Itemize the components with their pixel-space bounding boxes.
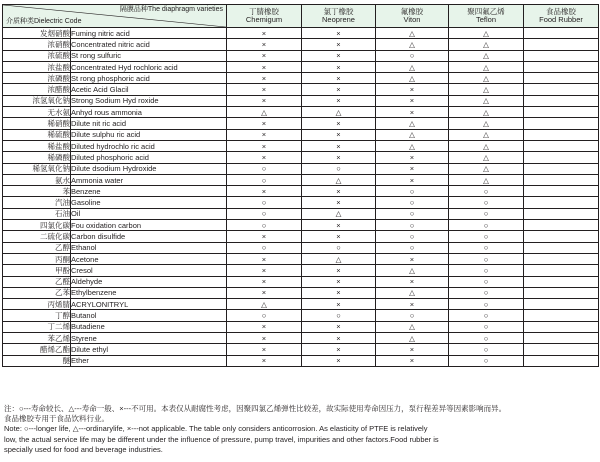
medium-name-en: Styrene bbox=[71, 333, 227, 344]
rating-cell: × bbox=[227, 84, 302, 95]
column-header bbox=[449, 5, 524, 28]
rating-cell bbox=[524, 140, 599, 151]
table-row bbox=[3, 50, 599, 61]
column-cn: 丁腈橡胶 bbox=[249, 7, 279, 16]
rating-cell bbox=[524, 61, 599, 72]
table-row bbox=[3, 39, 599, 50]
rating-cell: × bbox=[302, 61, 376, 72]
medium-name-cn: 浓氢氧化钠 bbox=[3, 95, 71, 106]
rating-cell: × bbox=[227, 50, 302, 61]
medium-name-cn: 浓硫酸 bbox=[3, 50, 71, 61]
rating-cell: × bbox=[376, 355, 449, 366]
medium-name-cn: 醚 bbox=[3, 355, 71, 366]
rating-cell: △ bbox=[449, 107, 524, 118]
rating-cell: ○ bbox=[449, 287, 524, 298]
rating-cell: △ bbox=[449, 163, 524, 174]
medium-name-cn: 稀硫酸 bbox=[3, 129, 71, 140]
table-row bbox=[3, 118, 599, 129]
column-cn: 氟橡胶 bbox=[400, 7, 424, 16]
rating-cell: × bbox=[227, 276, 302, 287]
medium-name-cn: 浓盐酸 bbox=[3, 61, 71, 72]
rating-cell: △ bbox=[449, 73, 524, 84]
rating-cell: × bbox=[302, 299, 376, 310]
medium-name-cn: 乙醛 bbox=[3, 276, 71, 287]
rating-cell: ○ bbox=[227, 197, 302, 208]
rating-cell: ○ bbox=[449, 344, 524, 355]
rating-cell: × bbox=[376, 152, 449, 163]
table-row bbox=[3, 355, 599, 366]
table-row bbox=[3, 333, 599, 344]
rating-cell bbox=[524, 73, 599, 84]
rating-cell: × bbox=[376, 174, 449, 185]
medium-name-en: Dilute sulphu ric acid bbox=[71, 129, 227, 140]
rating-cell: △ bbox=[376, 28, 449, 39]
rating-cell: △ bbox=[449, 39, 524, 50]
medium-name-cn: 发烟硝酸 bbox=[3, 28, 71, 39]
rating-cell: △ bbox=[376, 287, 449, 298]
rating-cell: × bbox=[227, 152, 302, 163]
rating-cell: ○ bbox=[227, 310, 302, 321]
notes bbox=[4, 404, 596, 455]
table-row bbox=[3, 344, 599, 355]
rating-cell bbox=[524, 220, 599, 231]
medium-name-en: Fuming nitric acid bbox=[71, 28, 227, 39]
rating-cell: × bbox=[302, 186, 376, 197]
medium-name-en: ACRYLONITRYL bbox=[71, 299, 227, 310]
rating-cell: × bbox=[227, 253, 302, 264]
rating-cell: × bbox=[302, 287, 376, 298]
column-en: Viton bbox=[403, 15, 421, 24]
rating-cell: △ bbox=[449, 28, 524, 39]
rating-cell: × bbox=[302, 321, 376, 332]
medium-name-en: Butadiene bbox=[71, 321, 227, 332]
rating-cell bbox=[524, 50, 599, 61]
medium-name-en: Concentrated nitric acid bbox=[71, 39, 227, 50]
rating-cell: ○ bbox=[376, 231, 449, 242]
rating-cell: △ bbox=[376, 321, 449, 332]
medium-name-cn: 四氯化碳 bbox=[3, 220, 71, 231]
rating-cell: ○ bbox=[376, 310, 449, 321]
rating-cell: △ bbox=[376, 333, 449, 344]
medium-name-cn: 稀氢氧化钠 bbox=[3, 163, 71, 174]
rating-cell: ○ bbox=[227, 174, 302, 185]
rating-cell bbox=[524, 355, 599, 366]
rating-cell bbox=[524, 208, 599, 219]
rating-cell: × bbox=[302, 333, 376, 344]
rating-cell: ○ bbox=[376, 242, 449, 253]
rating-cell: △ bbox=[227, 107, 302, 118]
rating-cell: ○ bbox=[227, 242, 302, 253]
table-row bbox=[3, 140, 599, 151]
rating-cell: △ bbox=[376, 118, 449, 129]
medium-name-cn: 无水氨 bbox=[3, 107, 71, 118]
medium-name-cn: 醋烯乙酯 bbox=[3, 344, 71, 355]
medium-name-en: St rong phosphoric acid bbox=[71, 73, 227, 84]
corner-header bbox=[3, 5, 227, 28]
table-row bbox=[3, 73, 599, 84]
rating-cell: × bbox=[227, 333, 302, 344]
rating-cell: ○ bbox=[449, 355, 524, 366]
table-row bbox=[3, 95, 599, 106]
medium-name-cn: 浓醋酸 bbox=[3, 84, 71, 95]
rating-cell: × bbox=[302, 152, 376, 163]
rating-cell: × bbox=[227, 61, 302, 72]
rating-cell bbox=[524, 287, 599, 298]
medium-name-cn: 稀硝酸 bbox=[3, 118, 71, 129]
rating-cell: △ bbox=[449, 50, 524, 61]
rating-cell: × bbox=[302, 50, 376, 61]
rating-cell: ○ bbox=[227, 163, 302, 174]
rating-cell: ○ bbox=[449, 253, 524, 264]
table-row bbox=[3, 265, 599, 276]
rating-cell: △ bbox=[449, 84, 524, 95]
note-line: 食品橡胶专用于食品饮料行业。 bbox=[4, 414, 109, 424]
header-row bbox=[3, 5, 599, 28]
column-cn: 氯丁橡胶 bbox=[323, 7, 354, 16]
rating-cell bbox=[524, 95, 599, 106]
rating-cell: × bbox=[302, 276, 376, 287]
medium-name-en: Gasoline bbox=[71, 197, 227, 208]
medium-name-en: Oil bbox=[71, 208, 227, 219]
rating-cell bbox=[524, 107, 599, 118]
medium-name-cn: 二硫化碳 bbox=[3, 231, 71, 242]
medium-name-cn: 乙苯 bbox=[3, 287, 71, 298]
medium-name-cn: 浓硝酸 bbox=[3, 39, 71, 50]
rating-cell: × bbox=[227, 118, 302, 129]
rating-cell: ○ bbox=[376, 208, 449, 219]
rating-cell: △ bbox=[376, 265, 449, 276]
rating-cell: × bbox=[376, 163, 449, 174]
rating-cell: ○ bbox=[449, 197, 524, 208]
medium-name-cn: 氨水 bbox=[3, 174, 71, 185]
medium-name-en: St rong sulfuric bbox=[71, 50, 227, 61]
rating-cell: × bbox=[302, 118, 376, 129]
rating-cell: ○ bbox=[449, 310, 524, 321]
rating-cell bbox=[524, 174, 599, 185]
rating-cell bbox=[524, 231, 599, 242]
rating-cell: × bbox=[227, 140, 302, 151]
rating-cell: × bbox=[227, 355, 302, 366]
medium-name-en: Benzene bbox=[71, 186, 227, 197]
rating-cell: × bbox=[227, 344, 302, 355]
rating-cell: ○ bbox=[449, 265, 524, 276]
rating-cell: ○ bbox=[449, 276, 524, 287]
rating-cell: × bbox=[227, 287, 302, 298]
table-row bbox=[3, 186, 599, 197]
rating-cell: △ bbox=[302, 253, 376, 264]
rating-cell: × bbox=[227, 95, 302, 106]
rating-cell: ○ bbox=[376, 220, 449, 231]
rating-cell: × bbox=[302, 355, 376, 366]
rating-cell bbox=[524, 28, 599, 39]
medium-name-en: Strong Sodium Hyd roxide bbox=[71, 95, 227, 106]
rating-cell: × bbox=[376, 344, 449, 355]
rating-cell: △ bbox=[376, 61, 449, 72]
medium-name-en: Cresol bbox=[71, 265, 227, 276]
table-row bbox=[3, 129, 599, 140]
rating-cell: △ bbox=[227, 299, 302, 310]
rating-cell: ○ bbox=[302, 163, 376, 174]
medium-name-cn: 甲酚 bbox=[3, 265, 71, 276]
rating-cell: △ bbox=[449, 95, 524, 106]
rating-cell: × bbox=[302, 28, 376, 39]
medium-name-cn: 浓磷酸 bbox=[3, 73, 71, 84]
medium-name-cn: 石油 bbox=[3, 208, 71, 219]
rating-cell: △ bbox=[449, 129, 524, 140]
rating-cell bbox=[524, 152, 599, 163]
rating-cell: × bbox=[227, 321, 302, 332]
rating-cell: ○ bbox=[449, 333, 524, 344]
rating-cell: ○ bbox=[449, 186, 524, 197]
medium-name-cn: 稀盐酸 bbox=[3, 140, 71, 151]
table-row bbox=[3, 152, 599, 163]
rating-cell bbox=[524, 299, 599, 310]
rating-cell bbox=[524, 186, 599, 197]
rating-cell: ○ bbox=[449, 220, 524, 231]
rating-cell: × bbox=[227, 231, 302, 242]
rating-cell bbox=[524, 253, 599, 264]
table-body bbox=[3, 28, 599, 367]
rating-cell: × bbox=[302, 73, 376, 84]
rating-cell: × bbox=[227, 73, 302, 84]
rating-cell: × bbox=[376, 299, 449, 310]
column-cn: 食品橡胶 bbox=[546, 7, 576, 16]
note-line: 注：○---寿命较长、△---寿命一般、×---不可用。本表仅从耐腐性考虑，因聚四氯乙烯弹性比较差，故实际使用寿命因压力，泵行程差异等因素影响而异。 bbox=[4, 404, 507, 413]
rating-cell: × bbox=[227, 129, 302, 140]
rating-cell bbox=[524, 276, 599, 287]
rating-cell: × bbox=[227, 265, 302, 276]
note-line: Note: ○---longer life, △---ordinarylife, ×---not applicable. The table only considers anticorrosion. As elasticity of PTFE is relatively bbox=[4, 424, 428, 434]
medium-name-cn: 汽油 bbox=[3, 197, 71, 208]
rating-cell: △ bbox=[449, 152, 524, 163]
rating-cell: △ bbox=[302, 107, 376, 118]
rating-cell: ○ bbox=[227, 220, 302, 231]
rating-cell: △ bbox=[376, 39, 449, 50]
table-row bbox=[3, 197, 599, 208]
rating-cell: × bbox=[227, 28, 302, 39]
rating-cell bbox=[524, 39, 599, 50]
rating-cell: × bbox=[302, 231, 376, 242]
column-en: Teflon bbox=[475, 15, 496, 24]
medium-name-en: Ethylbenzene bbox=[71, 287, 227, 298]
rating-cell: △ bbox=[302, 208, 376, 219]
table-row bbox=[3, 276, 599, 287]
column-header bbox=[302, 5, 376, 28]
rating-cell bbox=[524, 310, 599, 321]
rating-cell: × bbox=[376, 276, 449, 287]
medium-name-cn: 丁醇 bbox=[3, 310, 71, 321]
rating-cell: × bbox=[376, 253, 449, 264]
column-header bbox=[524, 5, 599, 28]
rating-cell: ○ bbox=[376, 186, 449, 197]
column-header bbox=[227, 5, 302, 28]
medium-name-en: Diluted hydrochlo ric acid bbox=[71, 140, 227, 151]
rating-cell: ○ bbox=[449, 321, 524, 332]
rating-cell: × bbox=[302, 95, 376, 106]
medium-name-cn: 丙烯腈 bbox=[3, 299, 71, 310]
rating-cell: △ bbox=[449, 174, 524, 185]
table-row bbox=[3, 84, 599, 95]
table-row bbox=[3, 28, 599, 39]
rating-cell bbox=[524, 118, 599, 129]
rating-cell: △ bbox=[376, 140, 449, 151]
corner-top-label: 隔膜品种The diaphragm varieties bbox=[119, 6, 223, 13]
medium-name-en: Concentrated Hyd rochloric acid bbox=[71, 61, 227, 72]
rating-cell: ○ bbox=[227, 208, 302, 219]
rating-cell: △ bbox=[376, 73, 449, 84]
rating-cell: × bbox=[376, 95, 449, 106]
rating-cell bbox=[524, 344, 599, 355]
medium-name-en: Carbon disulfide bbox=[71, 231, 227, 242]
rating-cell: × bbox=[227, 39, 302, 50]
compatibility-table bbox=[2, 4, 599, 367]
rating-cell: △ bbox=[449, 61, 524, 72]
medium-name-en: Dilute dsodium Hydroxide bbox=[71, 163, 227, 174]
rating-cell bbox=[524, 84, 599, 95]
rating-cell bbox=[524, 265, 599, 276]
rating-cell bbox=[524, 321, 599, 332]
medium-name-cn: 苯 bbox=[3, 186, 71, 197]
rating-cell: × bbox=[302, 84, 376, 95]
rating-cell bbox=[524, 129, 599, 140]
rating-cell: △ bbox=[449, 118, 524, 129]
column-cn: 聚四氟乙烯 bbox=[467, 7, 505, 16]
medium-name-en: Ether bbox=[71, 355, 227, 366]
rating-cell bbox=[524, 333, 599, 344]
table-row bbox=[3, 174, 599, 185]
medium-name-cn: 稀磷酸 bbox=[3, 152, 71, 163]
table-row bbox=[3, 321, 599, 332]
rating-cell: ○ bbox=[449, 299, 524, 310]
rating-cell: ○ bbox=[302, 310, 376, 321]
table-row bbox=[3, 253, 599, 264]
medium-name-cn: 丁二烯 bbox=[3, 321, 71, 332]
medium-name-cn: 苯乙烯 bbox=[3, 333, 71, 344]
medium-name-en: Dilute ethyl bbox=[71, 344, 227, 355]
rating-cell: △ bbox=[302, 174, 376, 185]
medium-name-en: Butanol bbox=[71, 310, 227, 321]
rating-cell: ○ bbox=[449, 208, 524, 219]
note-line: low, the actual service life may be different under the influence of pressure, pump travel, impurities and other factors.Food rubber is bbox=[4, 434, 439, 444]
rating-cell: ○ bbox=[302, 242, 376, 253]
rating-cell: × bbox=[302, 265, 376, 276]
note-line: specially used for food and beverage industries. bbox=[4, 444, 163, 454]
table-row bbox=[3, 208, 599, 219]
column-en: Food Rubber bbox=[539, 15, 583, 24]
medium-name-en: Acetic Acid Glacil bbox=[71, 84, 227, 95]
rating-cell: × bbox=[302, 129, 376, 140]
medium-name-en: Diluted phosphoric acid bbox=[71, 152, 227, 163]
rating-cell: ○ bbox=[449, 242, 524, 253]
medium-name-en: Fou oxidation carbon bbox=[71, 220, 227, 231]
rating-cell: ○ bbox=[376, 50, 449, 61]
medium-name-en: Ethanol bbox=[71, 242, 227, 253]
medium-name-en: Dilute nit ric acid bbox=[71, 118, 227, 129]
medium-name-en: Aldehyde bbox=[71, 276, 227, 287]
medium-name-en: Ammonia water bbox=[71, 174, 227, 185]
rating-cell: △ bbox=[449, 140, 524, 151]
table-row bbox=[3, 287, 599, 298]
rating-cell: × bbox=[302, 140, 376, 151]
rating-cell: ○ bbox=[376, 197, 449, 208]
rating-cell bbox=[524, 242, 599, 253]
table-row bbox=[3, 220, 599, 231]
table-row bbox=[3, 310, 599, 321]
table-row bbox=[3, 61, 599, 72]
rating-cell: △ bbox=[376, 129, 449, 140]
rating-cell: × bbox=[376, 107, 449, 118]
rating-cell bbox=[524, 163, 599, 174]
medium-name-cn: 乙醇 bbox=[3, 242, 71, 253]
rating-cell: × bbox=[302, 344, 376, 355]
table-row bbox=[3, 299, 599, 310]
medium-name-en: Acetone bbox=[71, 253, 227, 264]
medium-name-cn: 丙酮 bbox=[3, 253, 71, 264]
corner-bottom-label: 介质种类Dielectric Code bbox=[6, 18, 82, 25]
table-row bbox=[3, 163, 599, 174]
medium-name-en: Anhyd rous ammonia bbox=[71, 107, 227, 118]
rating-cell: × bbox=[227, 186, 302, 197]
rating-cell: × bbox=[302, 39, 376, 50]
table-row bbox=[3, 242, 599, 253]
rating-cell bbox=[524, 197, 599, 208]
column-header bbox=[376, 5, 449, 28]
table-row bbox=[3, 107, 599, 118]
rating-cell: ○ bbox=[449, 231, 524, 242]
table-row bbox=[3, 231, 599, 242]
rating-cell: × bbox=[376, 84, 449, 95]
column-en: Neoprene bbox=[322, 15, 355, 24]
rating-cell: × bbox=[302, 220, 376, 231]
rating-cell: × bbox=[302, 197, 376, 208]
column-en: Chemigum bbox=[245, 15, 283, 24]
